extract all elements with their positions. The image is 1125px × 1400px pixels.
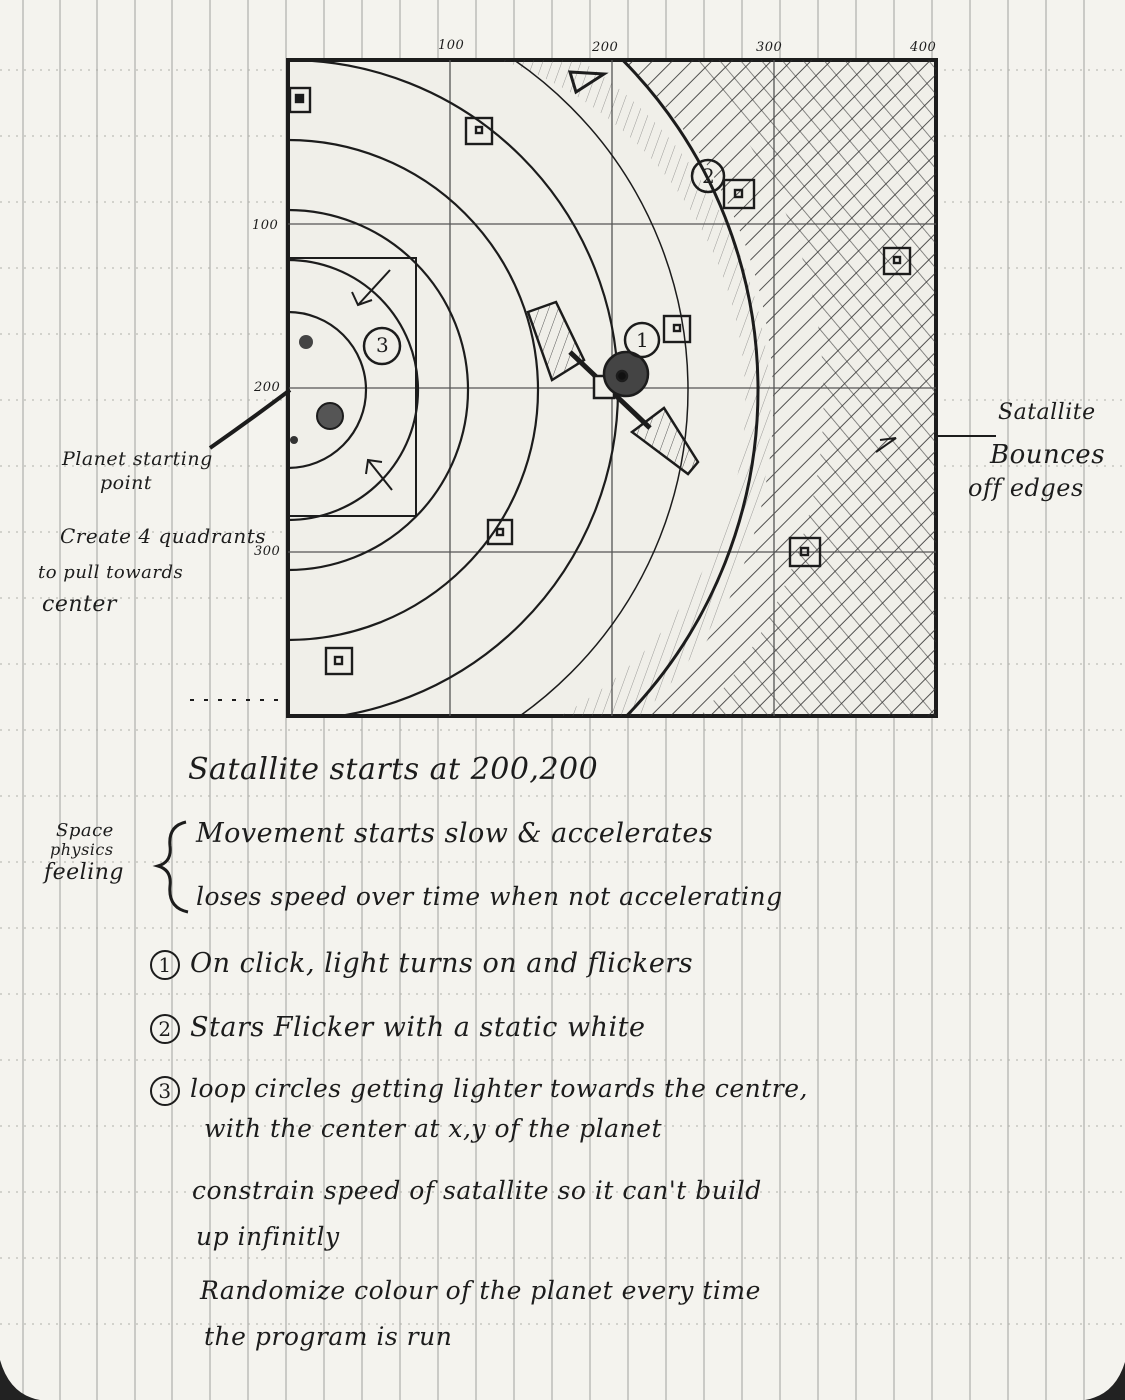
item-1-number: 1 [150,950,180,980]
quadrant-label-2: to pull towards [38,562,184,583]
satellite-label-1: Satallite [998,400,1096,425]
planet-leader-line [210,390,290,448]
y-tick-300: 300 [254,544,281,559]
bracket-label-2: physics [50,840,114,859]
x-tick-400: 400 [910,40,937,55]
item-2-note [150,1012,645,1044]
satellite-label-2: Bounces [990,440,1106,470]
x-tick-300: 300 [756,40,783,55]
quadrant-label-1: Create 4 quadrants [60,524,267,548]
x-tick-200: 200 [592,40,619,55]
item-1-note [150,948,693,980]
quadrant-label-3: center [42,592,117,617]
randomize-note-1: Randomize colour of the planet every time [200,1276,761,1305]
satellite-label-3: off edges [968,474,1084,502]
planet-dot-icon [290,436,298,444]
movement-note: Movement starts slow & accelerates [196,818,714,849]
bracket-label-1: Space [56,820,114,841]
item-3-note [150,1074,808,1106]
marker-2-label: 2 [702,164,716,188]
item-1-text: On click, light turns on and flickers [190,948,694,979]
item-3-text-1: loop circles getting lighter towards the centre, [190,1074,808,1103]
marker-1-label: 1 [636,328,650,352]
item-2-number: 2 [150,1014,180,1044]
page-corner-right [1085,1362,1125,1400]
y-tick-100: 100 [252,218,279,233]
planet-icon [317,403,343,429]
randomize-note-2: the program is run [204,1322,453,1351]
item-3-text-2: with the center at x,y of the planet [204,1114,663,1143]
constrain-note-1: constrain speed of satallite so it can't build [192,1176,762,1205]
planet-start-label-1: Planet starting [62,448,213,470]
y-tick-200: 200 [254,380,281,395]
page-corner [0,1360,40,1400]
item-2-text: Stars Flicker with a static white [190,1012,646,1043]
satellite-start-note: Satallite starts at 200,200 [188,752,599,787]
constrain-note-2: up infinitly [196,1222,340,1251]
planet-small-icon [299,335,313,349]
speed-note: loses speed over time when not accelerating [196,882,783,911]
planet-start-label-2: point [100,472,153,494]
item-3-number: 3 [150,1076,180,1106]
marker-3-label: 3 [376,333,390,357]
curly-brace [158,822,188,912]
bracket-label-3: feeling [44,860,125,885]
x-tick-100: 100 [438,38,465,53]
